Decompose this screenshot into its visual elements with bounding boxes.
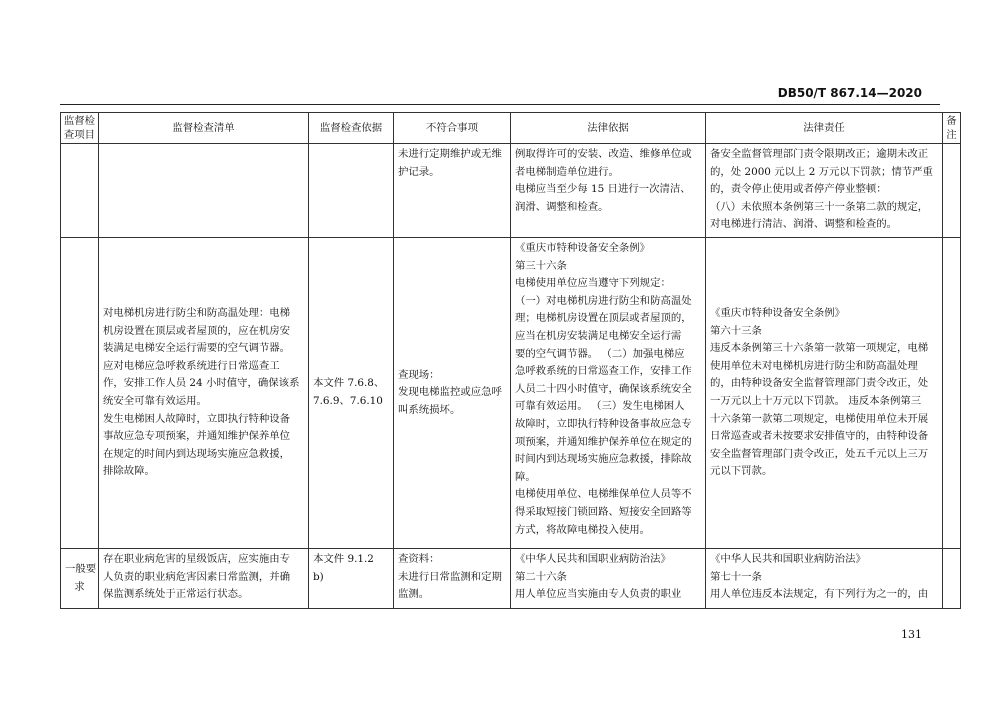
cell-line: 保监测系统处于正常运行状态。 xyxy=(103,588,249,601)
cell-line: b) xyxy=(313,570,324,583)
cell-line: 一般要 xyxy=(65,562,97,575)
cell-line: （八）未依照本条例第三十一条第二款的规定， xyxy=(710,200,929,213)
cell-line: 日常巡查或者未按要求安排值守的，由特种设备 xyxy=(710,430,929,443)
cell-line: 《中华人民共和国职业病防治法》 xyxy=(710,553,866,565)
cell-line: 对电梯进行清洁、润滑、调整和检查的。 xyxy=(710,218,898,231)
liability-cell xyxy=(706,238,943,549)
cell-line: 机房设置在顶层或者屋顶的，应在机房安 xyxy=(103,324,291,337)
cell-line: 护记录。 xyxy=(398,165,440,178)
item-cell xyxy=(61,144,99,238)
cell-line: 统安全可靠有效运用。 xyxy=(103,395,207,407)
cell-line: 应对电梯应急呼救系统进行日常巡查工 xyxy=(103,359,280,372)
item-cell xyxy=(61,238,99,549)
legal-basis-cell xyxy=(511,549,706,609)
cell-line: 对电梯机房进行防尘和防高温处理：电梯 xyxy=(103,307,291,320)
cell-line: 《重庆市特种设备安全条例》 xyxy=(515,242,651,254)
cell-line: 发生电梯困人故障时，立即执行特种设备 xyxy=(103,412,291,425)
cell-line: 元以下罚款。 xyxy=(710,465,773,478)
cell-line: 理；电梯机房设置在顶层或者屋顶的， xyxy=(515,312,692,325)
header-cell xyxy=(943,113,961,144)
cell-line: 方式，将故障电梯投入使用。 xyxy=(515,523,651,536)
cell-line: 备安全监督管理部门责令限期改正；逾期未改正 xyxy=(710,148,929,160)
cell-line: 障。 xyxy=(515,470,536,483)
cell-line: 一万元以上十万元以下罚款。 违反本条例第三 xyxy=(710,395,922,407)
cell-line: 的，处 2000 元以上 2 万元以下罚款；情节严重 xyxy=(710,165,933,178)
cell-line: 安全监督管理部门责令改正，处五千元以上三万 xyxy=(710,447,929,460)
cell-line: 例取得许可的安装、改造、维修单位或 xyxy=(515,148,692,160)
cell-line: 的，责令停止使用或者停产停业整顿： xyxy=(710,183,887,196)
header-cell xyxy=(99,113,309,144)
header-label: 不符合事项 xyxy=(426,122,478,134)
cell-line: 得采取短接门锁回路、短接安全回路等 xyxy=(515,505,692,518)
cell-line: 第三十六条 xyxy=(515,259,567,272)
cell-line: 发现电梯监控或应急呼 xyxy=(398,386,502,399)
cell-line: 人负责的职业病危害因素日常监测，并确 xyxy=(103,570,291,583)
basis-cell xyxy=(309,238,394,549)
cell-line: 本文件 9.1.2 xyxy=(313,553,374,565)
doc-code: DB50/T 867.14—2020 xyxy=(777,86,922,100)
cell-line: 润滑、调整和检查。 xyxy=(515,200,609,213)
header-label: 监督检查清单 xyxy=(172,122,235,134)
cell-line: 装满足电梯安全运行需要的空气调节器。 xyxy=(103,342,291,355)
noncompliance-cell xyxy=(394,144,511,238)
cell-line: 应当在机房安装满足电梯安全运行需 xyxy=(515,329,682,342)
header-label: 法律依据 xyxy=(587,122,629,134)
cell-line: 第七十一条 xyxy=(710,570,762,583)
cell-line: 查现场： xyxy=(398,368,440,381)
remark-cell xyxy=(943,144,961,238)
cell-line: 事故应急专项预案，并通知维护保养单位 xyxy=(103,430,291,443)
cell-line: 违反本条例第三十六条第一款第一项规定，电梯 xyxy=(710,342,929,355)
inspection-table xyxy=(60,112,961,609)
cell-line: 要的空气调节器。 （二）加强电梯应 xyxy=(515,347,685,360)
cell-line: 十六条第一款第二项规定，电梯使用单位未开展 xyxy=(710,412,929,425)
cell-line: 《重庆市特种设备安全条例》 xyxy=(710,307,846,320)
cell-line: 监测。 xyxy=(398,588,430,601)
legal-basis-cell xyxy=(511,144,706,238)
cell-line: 故障时，立即执行特种设备事故应急专 xyxy=(515,417,692,430)
item-cell xyxy=(61,549,99,609)
checklist-cell xyxy=(99,549,309,609)
header-rule xyxy=(60,104,940,105)
table-row xyxy=(61,549,961,609)
legal-basis-cell xyxy=(511,238,706,549)
remark-cell xyxy=(943,549,961,609)
cell-line: 急呼救系统的日常巡查工作，安排工作 xyxy=(515,365,692,378)
cell-line: 用人单位应当实施由专人负责的职业 xyxy=(515,588,682,601)
cell-line: 本文件 7.6.8、 xyxy=(313,377,385,390)
cell-line: 时间内到达现场实施应急救援，排除故 xyxy=(515,453,692,466)
table-row xyxy=(61,144,961,238)
cell-line: 用人单位违反本法规定，有下列行为之一的，由 xyxy=(710,588,929,601)
cell-line: 存在职业病危害的星级饭店，应实施由专 xyxy=(103,553,291,565)
cell-line: 电梯使用单位应当遵守下列规定： xyxy=(515,277,671,290)
header-label: 备 xyxy=(946,115,957,127)
cell-line: 电梯使用单位、电梯维保单位人员等不 xyxy=(515,488,692,501)
cell-line: 人员二十四小时值守，确保该系统安全 xyxy=(515,382,692,395)
cell-line: 电梯应当至少每 15 日进行一次清洁、 xyxy=(515,183,691,196)
cell-line: 查资料： xyxy=(398,553,440,565)
cell-line: 7.6.9、7.6.10 xyxy=(313,395,383,407)
header-label: 注 xyxy=(946,129,957,141)
header-label: 监督检 xyxy=(63,115,96,127)
cell-line: 在规定的时间内到达现场实施应急救援， xyxy=(103,447,291,460)
cell-line: 未进行日常监测和定期 xyxy=(398,570,502,583)
cell-line: 求 xyxy=(74,580,85,593)
page-number: 131 xyxy=(901,628,922,641)
header-cell xyxy=(61,113,99,144)
noncompliance-cell xyxy=(394,549,511,609)
cell-line: 《中华人民共和国职业病防治法》 xyxy=(515,553,671,565)
checklist-cell xyxy=(99,144,309,238)
checklist-cell xyxy=(99,238,309,549)
cell-line: （一）对电梯机房进行防尘和防高温处 xyxy=(515,294,692,307)
cell-line: 作，安排工作人员 24 小时值守，确保该系 xyxy=(103,377,300,390)
header-cell xyxy=(706,113,943,144)
cell-line: 者电梯制造单位进行。 xyxy=(515,165,619,178)
remark-cell xyxy=(943,238,961,549)
cell-line: 使用单位未对电梯机房进行防尘和防高温处理 xyxy=(710,359,918,372)
cell-line: 第二十六条 xyxy=(515,570,567,583)
basis-cell xyxy=(309,549,394,609)
cell-line: 可靠有效运用。 （三）发生电梯困人 xyxy=(515,400,685,413)
header-label: 法律责任 xyxy=(803,122,845,134)
header-label: 监督检查依据 xyxy=(319,122,383,134)
liability-cell xyxy=(706,549,943,609)
cell-line: 项预案，并通知维护保养单位在规定的 xyxy=(515,435,692,448)
cell-line: 叫系统损坏。 xyxy=(398,403,461,416)
liability-cell xyxy=(706,144,943,238)
table-header-row xyxy=(61,113,961,144)
cell-line: 的，由特种设备安全监督管理部门责令改正，处 xyxy=(710,377,929,390)
table-row xyxy=(61,238,961,549)
cell-line: 排除故障。 xyxy=(103,465,155,478)
header-cell xyxy=(309,113,394,144)
basis-cell xyxy=(309,144,394,238)
cell-line: 第六十三条 xyxy=(710,324,762,337)
noncompliance-cell xyxy=(394,238,511,549)
header-cell xyxy=(511,113,706,144)
header-cell xyxy=(394,113,511,144)
cell-line: 未进行定期维护或无维 xyxy=(398,148,502,160)
header-label: 查项目 xyxy=(63,129,96,141)
